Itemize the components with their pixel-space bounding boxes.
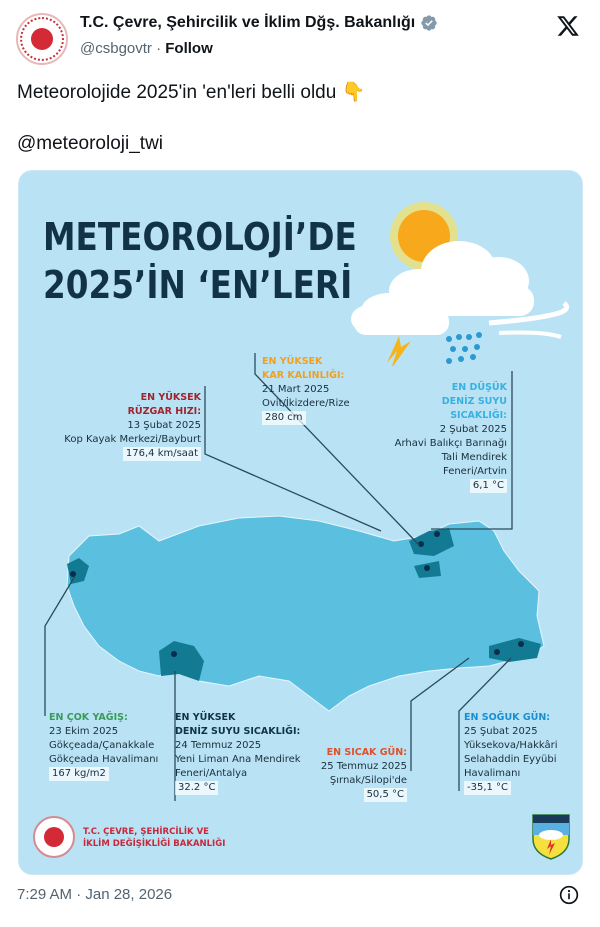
record-highest-sea-temp: [175, 711, 325, 795]
wind-value: 176,4 km/saat: [123, 447, 201, 461]
infographic-title-line1: METEOROLOJİ’DE: [43, 215, 357, 259]
verified-badge-icon: [420, 14, 438, 32]
hot-day-heading: EN SICAK GÜN:: [326, 747, 407, 758]
author-handle-row: [80, 40, 213, 57]
x-logo-icon[interactable]: [556, 14, 580, 38]
cold-day-location2: Selahaddin Eyyübi: [464, 754, 557, 765]
hot-sea-date: 24 Temmuz 2025: [175, 740, 262, 751]
tweet-header: [0, 0, 600, 70]
author-display-name[interactable]: T.C. Çevre, Şehircilik ve İklim Dğş. Bakanlığı: [80, 14, 416, 31]
snow-date: 21 Mart 2025: [262, 384, 330, 395]
rain-value: 167 kg/m2: [49, 767, 109, 781]
hot-day-location: Şırnak/Silopi'de: [329, 775, 407, 786]
record-hottest-day: [309, 746, 407, 802]
wind-heading1: EN YÜKSEK: [140, 392, 201, 403]
cold-sea-heading3: SICAKLIĞI:: [450, 410, 507, 421]
snow-heading2: KAR KALINLIĞI:: [262, 370, 345, 381]
record-lowest-sea-temp: [379, 381, 507, 493]
cold-sea-location3: Feneri/Artvin: [442, 466, 507, 477]
cold-sea-location1: Arhavi Balıkçı Barınağı: [394, 438, 507, 449]
tweet-mention-link[interactable]: @meteoroloji_twi: [17, 133, 164, 154]
ministry-logo-icon: [33, 816, 75, 858]
hot-sea-value: 32.2 °C: [175, 781, 218, 795]
ministry-name: [83, 826, 225, 850]
ministry-name-line2: İKLİM DEĞİŞİKLİĞİ BAKANLIĞI: [83, 839, 226, 849]
rain-date: 23 Ekim 2025: [49, 726, 119, 737]
author-handle[interactable]: @csbgovtr: [80, 40, 152, 57]
cold-day-heading: EN SOĞUK GÜN:: [464, 712, 551, 723]
tweet-text: Meteorolojide 2025'in 'en'leri belli oldu 👇: [17, 82, 366, 103]
hot-day-date: 25 Temmuz 2025: [320, 761, 407, 772]
tweet-timestamp[interactable]: 7:29 AM · Jan 28, 2026: [17, 886, 173, 903]
avatar[interactable]: [16, 13, 68, 65]
meteoroloji-badge-icon: [531, 813, 571, 861]
hot-day-value: 50,5 °C: [364, 788, 407, 802]
info-icon[interactable]: [559, 885, 579, 905]
cold-day-location3: Havalimanı: [464, 768, 521, 779]
cold-sea-date: 2 Şubat 2025: [439, 424, 507, 435]
record-coldest-day: [464, 711, 579, 795]
tweet-media-infographic[interactable]: [18, 170, 583, 875]
snow-location: Ovit/İkizdere/Rize: [262, 398, 350, 409]
follow-button[interactable]: Follow: [165, 40, 213, 57]
cold-sea-heading1: EN DÜŞÜK: [451, 382, 507, 393]
rain-heading: EN ÇOK YAĞIŞ:: [49, 712, 128, 723]
rain-location1: Gökçeada/Çanakkale: [49, 740, 155, 751]
record-wind-speed: [49, 391, 201, 461]
record-most-rainfall: [49, 711, 179, 781]
infographic-title-line2: 2025’İN ‘EN’LERİ: [43, 263, 353, 307]
wind-date: 13 Şubat 2025: [127, 420, 201, 431]
snow-value: 280 cm: [262, 411, 306, 425]
cold-day-date: 25 Şubat 2025: [464, 726, 538, 737]
snow-heading1: EN YÜKSEK: [262, 356, 323, 367]
hot-sea-heading1: EN YÜKSEK: [175, 712, 236, 723]
cold-sea-location2: Tali Mendirek: [441, 452, 507, 463]
wind-location: Kop Kayak Merkezi/Bayburt: [64, 434, 201, 445]
author-name-row: [80, 14, 438, 32]
rain-location2: Gökçeada Havalimanı: [49, 754, 159, 765]
wind-heading2: RÜZGAR HIZI:: [127, 406, 201, 417]
cold-sea-heading2: DENİZ SUYU: [441, 396, 507, 407]
hot-sea-heading2: DENİZ SUYU SICAKLIĞI:: [175, 726, 301, 737]
hot-sea-location2: Feneri/Antalya: [175, 768, 248, 779]
cold-sea-value: 6,1 °C: [470, 479, 507, 493]
cold-day-value: -35,1 °C: [464, 781, 511, 795]
separator: ·: [151, 40, 166, 57]
cold-day-location1: Yüksekova/Hakkâri: [464, 740, 558, 751]
hot-sea-location1: Yeni Liman Ana Mendirek: [175, 754, 301, 765]
ministry-name-line1: T.C. ÇEVRE, ŞEHİRCİLİK VE: [83, 827, 209, 837]
ministry-emblem-icon: [20, 17, 64, 61]
